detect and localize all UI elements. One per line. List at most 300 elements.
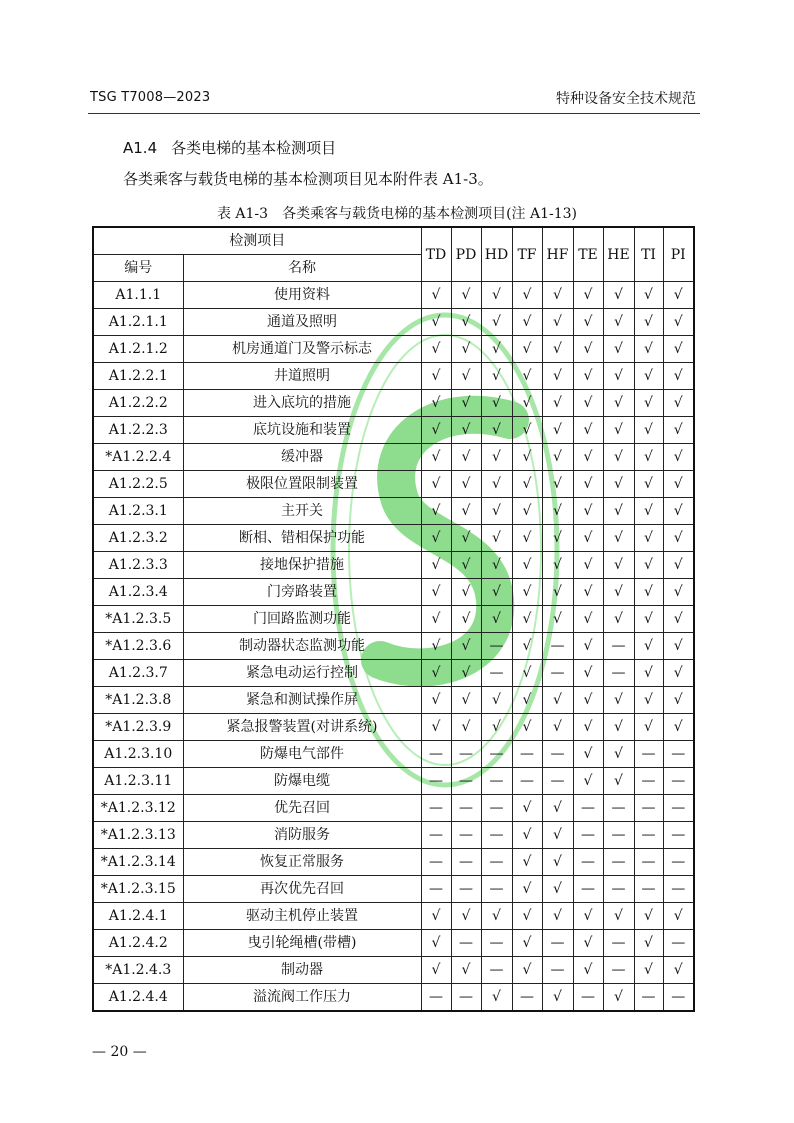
- check-mark: √: [421, 633, 451, 660]
- check-mark: √: [603, 417, 634, 444]
- dash-mark: —: [421, 768, 451, 795]
- dash-mark: —: [603, 930, 634, 957]
- check-mark: √: [573, 336, 603, 363]
- check-mark: √: [512, 579, 542, 606]
- check-mark: √: [603, 552, 634, 579]
- check-mark: √: [663, 606, 694, 633]
- header-type-ti: TI: [634, 227, 663, 282]
- page-number: — 20 —: [92, 1044, 147, 1060]
- check-mark: √: [481, 714, 512, 741]
- check-mark: √: [634, 930, 663, 957]
- check-mark: √: [451, 471, 481, 498]
- item-number: A1.2.3.11: [93, 768, 183, 795]
- check-mark: √: [603, 444, 634, 471]
- check-mark: √: [481, 552, 512, 579]
- check-mark: √: [542, 525, 573, 552]
- item-number: A1.2.2.5: [93, 471, 183, 498]
- table-row: [93, 930, 694, 957]
- table-row: [93, 309, 694, 336]
- item-name: 进入底坑的措施: [183, 390, 421, 417]
- header-inspection-items: 检测项目: [93, 227, 421, 255]
- check-mark: √: [663, 336, 694, 363]
- dash-mark: —: [573, 984, 603, 1012]
- check-mark: √: [512, 282, 542, 309]
- table-caption: 表 A1-3 各类乘客与载货电梯的基本检测项目(注 A1-13): [216, 206, 578, 222]
- check-mark: √: [573, 606, 603, 633]
- check-mark: √: [573, 957, 603, 984]
- dash-mark: —: [421, 876, 451, 903]
- item-name: 使用资料: [183, 282, 421, 309]
- check-mark: √: [542, 714, 573, 741]
- dash-mark: —: [481, 768, 512, 795]
- dash-mark: —: [481, 741, 512, 768]
- table-row: [93, 660, 694, 687]
- table-row: [93, 876, 694, 903]
- check-mark: √: [481, 417, 512, 444]
- check-mark: √: [634, 714, 663, 741]
- check-mark: √: [634, 525, 663, 552]
- item-number: *A1.2.3.15: [93, 876, 183, 903]
- dash-mark: —: [542, 930, 573, 957]
- check-mark: √: [603, 390, 634, 417]
- check-mark: √: [512, 903, 542, 930]
- item-name: 曳引轮绳槽(带槽): [183, 930, 421, 957]
- check-mark: √: [481, 309, 512, 336]
- check-mark: √: [481, 336, 512, 363]
- dash-mark: —: [542, 633, 573, 660]
- item-number: A1.2.4.1: [93, 903, 183, 930]
- header-type-te: TE: [573, 227, 603, 282]
- check-mark: √: [603, 741, 634, 768]
- dash-mark: —: [542, 957, 573, 984]
- check-mark: √: [573, 471, 603, 498]
- check-mark: √: [663, 957, 694, 984]
- check-mark: √: [421, 552, 451, 579]
- item-number: *A1.2.3.9: [93, 714, 183, 741]
- dash-mark: —: [663, 849, 694, 876]
- check-mark: √: [663, 660, 694, 687]
- header-type-tf: TF: [512, 227, 542, 282]
- check-mark: √: [542, 606, 573, 633]
- dash-mark: —: [421, 795, 451, 822]
- table-row: [93, 552, 694, 579]
- dash-mark: —: [634, 876, 663, 903]
- dash-mark: —: [634, 849, 663, 876]
- check-mark: √: [603, 714, 634, 741]
- check-mark: √: [542, 282, 573, 309]
- check-mark: √: [421, 444, 451, 471]
- dash-mark: —: [421, 849, 451, 876]
- dash-mark: —: [603, 849, 634, 876]
- header-type-pd: PD: [451, 227, 481, 282]
- check-mark: √: [542, 417, 573, 444]
- table-row: [93, 687, 694, 714]
- check-mark: √: [512, 363, 542, 390]
- check-mark: √: [603, 363, 634, 390]
- check-mark: √: [603, 525, 634, 552]
- table-row: [93, 903, 694, 930]
- check-mark: √: [481, 363, 512, 390]
- check-mark: √: [634, 444, 663, 471]
- check-mark: √: [481, 498, 512, 525]
- item-name: 断相、错相保护功能: [183, 525, 421, 552]
- dash-mark: —: [481, 633, 512, 660]
- dash-mark: —: [663, 876, 694, 903]
- check-mark: √: [421, 309, 451, 336]
- check-mark: √: [542, 579, 573, 606]
- check-mark: √: [542, 687, 573, 714]
- header-type-hd: HD: [481, 227, 512, 282]
- dash-mark: —: [451, 984, 481, 1012]
- dash-mark: —: [542, 741, 573, 768]
- dash-mark: —: [634, 768, 663, 795]
- check-mark: √: [451, 903, 481, 930]
- check-mark: √: [481, 444, 512, 471]
- check-mark: √: [603, 309, 634, 336]
- check-mark: √: [663, 471, 694, 498]
- check-mark: √: [512, 687, 542, 714]
- item-number: A1.2.2.2: [93, 390, 183, 417]
- item-number: *A1.2.3.5: [93, 606, 183, 633]
- check-mark: √: [512, 849, 542, 876]
- check-mark: √: [421, 471, 451, 498]
- dash-mark: —: [603, 660, 634, 687]
- item-number: A1.2.3.3: [93, 552, 183, 579]
- check-mark: √: [481, 390, 512, 417]
- check-mark: √: [481, 525, 512, 552]
- header-divider: [88, 113, 700, 114]
- check-mark: √: [421, 606, 451, 633]
- check-mark: √: [481, 282, 512, 309]
- dash-mark: —: [663, 984, 694, 1012]
- dash-mark: —: [451, 822, 481, 849]
- item-name: 防爆电气部件: [183, 741, 421, 768]
- check-mark: √: [542, 849, 573, 876]
- check-mark: √: [512, 714, 542, 741]
- check-mark: √: [603, 687, 634, 714]
- table-row: [93, 984, 694, 1012]
- check-mark: √: [512, 633, 542, 660]
- check-mark: √: [634, 606, 663, 633]
- item-number: A1.2.4.4: [93, 984, 183, 1012]
- check-mark: √: [573, 579, 603, 606]
- item-name: 底坑设施和装置: [183, 417, 421, 444]
- check-mark: √: [542, 984, 573, 1012]
- check-mark: √: [512, 390, 542, 417]
- item-number: *A1.2.4.3: [93, 957, 183, 984]
- item-name: 紧急报警装置(对讲系统): [183, 714, 421, 741]
- table-row: [93, 633, 694, 660]
- check-mark: √: [663, 552, 694, 579]
- check-mark: √: [421, 930, 451, 957]
- item-number: *A1.2.3.13: [93, 822, 183, 849]
- check-mark: √: [421, 714, 451, 741]
- dash-mark: —: [481, 876, 512, 903]
- check-mark: √: [512, 957, 542, 984]
- dash-mark: —: [663, 822, 694, 849]
- table-row: [93, 822, 694, 849]
- check-mark: √: [512, 417, 542, 444]
- check-mark: √: [603, 579, 634, 606]
- check-mark: √: [573, 444, 603, 471]
- check-mark: √: [603, 471, 634, 498]
- check-mark: √: [451, 309, 481, 336]
- dash-mark: —: [603, 795, 634, 822]
- check-mark: √: [663, 525, 694, 552]
- item-number: A1.2.4.2: [93, 930, 183, 957]
- item-name: 缓冲器: [183, 444, 421, 471]
- check-mark: √: [481, 579, 512, 606]
- dash-mark: —: [634, 795, 663, 822]
- check-mark: √: [512, 606, 542, 633]
- check-mark: √: [542, 309, 573, 336]
- header-type-pi: PI: [663, 227, 694, 282]
- dash-mark: —: [512, 741, 542, 768]
- inspection-items-table: [92, 226, 695, 1012]
- check-mark: √: [663, 687, 694, 714]
- item-name: 通道及照明: [183, 309, 421, 336]
- dash-mark: —: [481, 849, 512, 876]
- check-mark: √: [512, 552, 542, 579]
- check-mark: √: [512, 336, 542, 363]
- check-mark: √: [603, 498, 634, 525]
- dash-mark: —: [451, 741, 481, 768]
- dash-mark: —: [481, 795, 512, 822]
- check-mark: √: [451, 633, 481, 660]
- check-mark: √: [634, 903, 663, 930]
- dash-mark: —: [603, 876, 634, 903]
- dash-mark: —: [573, 876, 603, 903]
- header-number: 编号: [93, 255, 183, 282]
- item-number: A1.2.3.2: [93, 525, 183, 552]
- table-row: [93, 579, 694, 606]
- item-number: A1.1.1: [93, 282, 183, 309]
- check-mark: √: [451, 363, 481, 390]
- item-name: 接地保护措施: [183, 552, 421, 579]
- check-mark: √: [634, 471, 663, 498]
- dash-mark: —: [451, 795, 481, 822]
- check-mark: √: [542, 795, 573, 822]
- item-number: A1.2.1.2: [93, 336, 183, 363]
- check-mark: √: [603, 768, 634, 795]
- check-mark: √: [634, 579, 663, 606]
- check-mark: √: [451, 579, 481, 606]
- check-mark: √: [634, 957, 663, 984]
- item-name: 驱动主机停止装置: [183, 903, 421, 930]
- table-row: [93, 417, 694, 444]
- check-mark: √: [542, 552, 573, 579]
- check-mark: √: [451, 957, 481, 984]
- check-mark: √: [603, 903, 634, 930]
- check-mark: √: [421, 957, 451, 984]
- check-mark: √: [663, 417, 694, 444]
- dash-mark: —: [421, 741, 451, 768]
- table-row: [93, 471, 694, 498]
- check-mark: √: [512, 471, 542, 498]
- dash-mark: —: [512, 984, 542, 1012]
- check-mark: √: [481, 984, 512, 1012]
- item-name: 门旁路装置: [183, 579, 421, 606]
- check-mark: √: [421, 363, 451, 390]
- check-mark: √: [573, 363, 603, 390]
- check-mark: √: [573, 768, 603, 795]
- check-mark: √: [451, 282, 481, 309]
- table-row: [93, 498, 694, 525]
- item-number: A1.2.3.7: [93, 660, 183, 687]
- check-mark: √: [542, 471, 573, 498]
- section-heading: [123, 137, 336, 158]
- check-mark: √: [603, 606, 634, 633]
- item-name: 紧急电动运行控制: [183, 660, 421, 687]
- body-paragraph: 各类乘客与载货电梯的基本检测项目见本附件表 A1-3。: [123, 170, 493, 188]
- item-name: 制动器状态监测功能: [183, 633, 421, 660]
- check-mark: √: [542, 498, 573, 525]
- check-mark: √: [481, 687, 512, 714]
- check-mark: √: [573, 633, 603, 660]
- dash-mark: —: [663, 741, 694, 768]
- item-name: 井道照明: [183, 363, 421, 390]
- check-mark: √: [634, 309, 663, 336]
- check-mark: √: [663, 579, 694, 606]
- item-name: 门回路监测功能: [183, 606, 421, 633]
- check-mark: √: [663, 282, 694, 309]
- check-mark: √: [421, 498, 451, 525]
- item-name: 再次优先召回: [183, 876, 421, 903]
- table-row: [93, 444, 694, 471]
- table-row: [93, 390, 694, 417]
- check-mark: √: [451, 606, 481, 633]
- dash-mark: —: [481, 660, 512, 687]
- check-mark: √: [451, 390, 481, 417]
- check-mark: √: [573, 525, 603, 552]
- dash-mark: —: [421, 822, 451, 849]
- check-mark: √: [421, 903, 451, 930]
- check-mark: √: [481, 903, 512, 930]
- dash-mark: —: [634, 741, 663, 768]
- item-number: *A1.2.3.14: [93, 849, 183, 876]
- check-mark: √: [634, 282, 663, 309]
- dash-mark: —: [481, 822, 512, 849]
- dash-mark: —: [451, 849, 481, 876]
- section-number: A1.4: [123, 139, 158, 157]
- item-name: 防爆电缆: [183, 768, 421, 795]
- check-mark: √: [542, 363, 573, 390]
- standard-code: TSG T7008—2023: [90, 90, 211, 105]
- item-name: 制动器: [183, 957, 421, 984]
- dash-mark: —: [603, 633, 634, 660]
- check-mark: √: [603, 282, 634, 309]
- check-mark: √: [542, 390, 573, 417]
- dash-mark: —: [634, 984, 663, 1012]
- check-mark: √: [603, 336, 634, 363]
- check-mark: √: [573, 714, 603, 741]
- check-mark: √: [573, 660, 603, 687]
- check-mark: √: [573, 309, 603, 336]
- check-mark: √: [634, 417, 663, 444]
- dash-mark: —: [451, 930, 481, 957]
- check-mark: √: [542, 444, 573, 471]
- table-body: [93, 282, 694, 1012]
- item-name: 极限位置限制装置: [183, 471, 421, 498]
- table-row: [93, 957, 694, 984]
- check-mark: √: [663, 390, 694, 417]
- item-number: A1.2.3.10: [93, 741, 183, 768]
- table-row: [93, 525, 694, 552]
- check-mark: √: [421, 336, 451, 363]
- dash-mark: —: [634, 822, 663, 849]
- dash-mark: —: [512, 768, 542, 795]
- check-mark: √: [542, 336, 573, 363]
- check-mark: √: [663, 444, 694, 471]
- check-mark: √: [663, 498, 694, 525]
- check-mark: √: [421, 687, 451, 714]
- header-type-td: TD: [421, 227, 451, 282]
- check-mark: √: [634, 687, 663, 714]
- check-mark: √: [512, 876, 542, 903]
- check-mark: √: [451, 714, 481, 741]
- check-mark: √: [512, 822, 542, 849]
- dash-mark: —: [451, 768, 481, 795]
- section-title: 各类电梯的基本检测项目: [171, 139, 337, 157]
- item-number: *A1.2.3.6: [93, 633, 183, 660]
- check-mark: √: [512, 930, 542, 957]
- check-mark: √: [512, 444, 542, 471]
- check-mark: √: [634, 498, 663, 525]
- check-mark: √: [512, 498, 542, 525]
- check-mark: √: [634, 336, 663, 363]
- check-mark: √: [573, 930, 603, 957]
- check-mark: √: [542, 903, 573, 930]
- dash-mark: —: [573, 795, 603, 822]
- check-mark: √: [421, 390, 451, 417]
- check-mark: √: [634, 552, 663, 579]
- item-name: 恢复正常服务: [183, 849, 421, 876]
- check-mark: √: [451, 417, 481, 444]
- check-mark: √: [573, 390, 603, 417]
- check-mark: √: [542, 822, 573, 849]
- check-mark: √: [542, 876, 573, 903]
- item-number: A1.2.1.1: [93, 309, 183, 336]
- check-mark: √: [481, 606, 512, 633]
- check-mark: √: [481, 471, 512, 498]
- dash-mark: —: [451, 876, 481, 903]
- check-mark: √: [663, 363, 694, 390]
- dash-mark: —: [663, 768, 694, 795]
- item-name: 主开关: [183, 498, 421, 525]
- item-name: 机房通道门及警示标志: [183, 336, 421, 363]
- dash-mark: —: [663, 795, 694, 822]
- table-row: [93, 606, 694, 633]
- dash-mark: —: [573, 822, 603, 849]
- check-mark: √: [451, 660, 481, 687]
- check-mark: √: [451, 336, 481, 363]
- dash-mark: —: [573, 849, 603, 876]
- item-name: 优先召回: [183, 795, 421, 822]
- item-number: *A1.2.3.12: [93, 795, 183, 822]
- check-mark: √: [512, 660, 542, 687]
- header-type-hf: HF: [542, 227, 573, 282]
- check-mark: √: [573, 417, 603, 444]
- item-number: A1.2.2.1: [93, 363, 183, 390]
- check-mark: √: [451, 552, 481, 579]
- table-row: [93, 363, 694, 390]
- check-mark: √: [634, 363, 663, 390]
- table-row: [93, 336, 694, 363]
- check-mark: √: [421, 282, 451, 309]
- item-name: 溢流阀工作压力: [183, 984, 421, 1012]
- check-mark: √: [634, 633, 663, 660]
- check-mark: √: [663, 903, 694, 930]
